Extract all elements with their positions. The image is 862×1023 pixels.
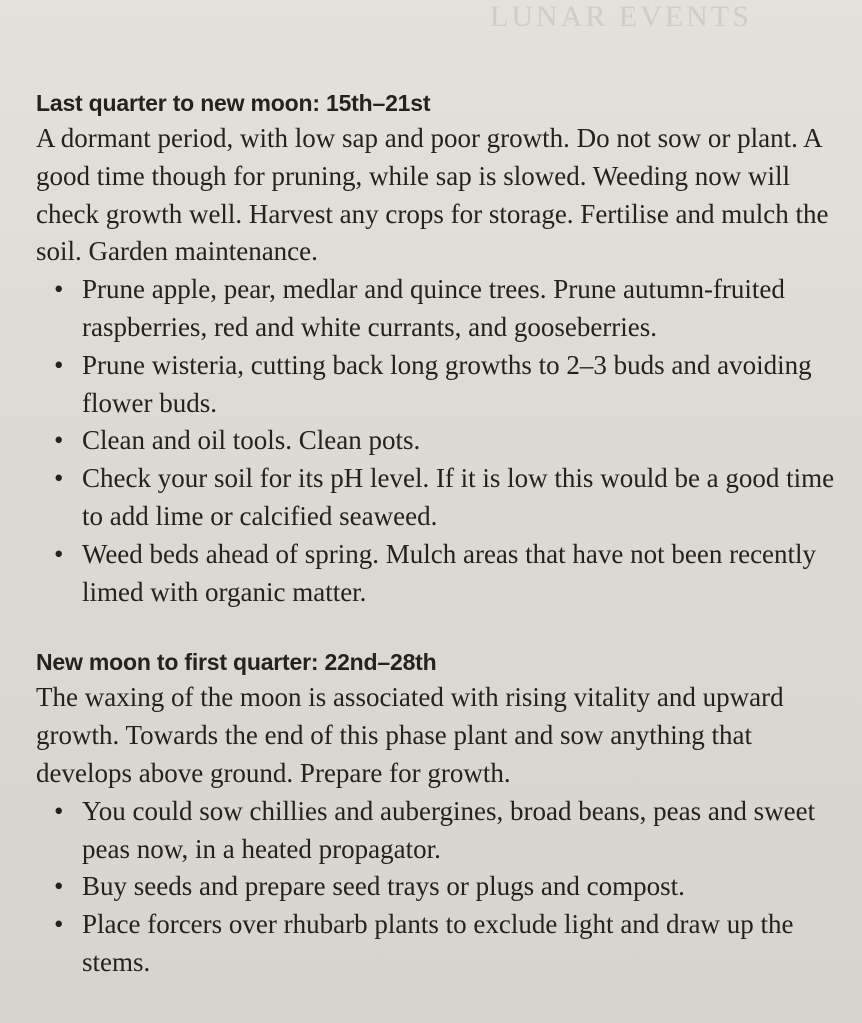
list-item <box>36 868 836 906</box>
list-item-text: Prune wisteria, cutting back long growths to 2–3 buds and avoiding flower buds. <box>82 349 812 418</box>
list-item-text: You could sow chillies and aubergines, broad beans, peas and sweet peas now, in a heated propagator. <box>82 795 816 864</box>
list-item <box>36 460 836 536</box>
bullet-icon: • <box>54 425 64 456</box>
list-item <box>36 793 836 869</box>
section-heading: New moon to first quarter: 22nd–28th <box>36 649 437 676</box>
section-heading: Last quarter to new moon: 15th–21st <box>36 90 431 116</box>
section-intro: The waxing of the moon is associated with rising vitality and upward growth. Towards the end of this phase plant and sow anything that develops above ground. Prepare for growth. <box>36 682 784 788</box>
section-intro: A dormant period, with low sap and poor growth. Do not sow or plant. A good time though for pruning, while sap is slowed. Weeding now will check growth well. Harvest any crops for storage. Fertilise and mulch the soil. Garden maintenance. <box>36 123 829 267</box>
section-last-quarter <box>36 86 836 611</box>
task-list <box>36 271 836 611</box>
bullet-icon: • <box>54 349 64 380</box>
bullet-icon: • <box>54 538 64 569</box>
list-item <box>36 271 836 347</box>
list-item-text: Buy seeds and prepare seed trays or plugs and compost. <box>82 871 685 902</box>
section-divider <box>36 611 836 645</box>
list-item-text: Clean and oil tools. Clean pots. <box>82 425 421 456</box>
bullet-icon: • <box>54 274 64 305</box>
book-page <box>36 86 836 982</box>
bullet-icon: • <box>54 871 64 902</box>
list-item-text: Weed beds ahead of spring. Mulch areas that have not been recently limed with organic matter. <box>82 538 817 607</box>
list-item <box>36 347 836 423</box>
list-item-text: Prune apple, pear, medlar and quince trees. Prune autumn-fruited raspberries, red and white currants, and gooseberries. <box>82 274 785 342</box>
bullet-icon: • <box>54 909 64 940</box>
task-list <box>36 793 836 982</box>
page-header-bleed: LUNAR EVENTS <box>490 0 752 33</box>
section-new-moon <box>36 645 836 981</box>
bullet-icon: • <box>54 795 64 826</box>
list-item <box>36 422 836 460</box>
list-item-text: Place forcers over rhubarb plants to exclude light and draw up the stems. <box>82 909 794 977</box>
list-item <box>36 536 836 612</box>
list-item <box>36 906 836 982</box>
list-item-text: Check your soil for its pH level. If it is low this would be a good time to add lime or calcified seaweed. <box>82 463 835 531</box>
bullet-icon: • <box>54 463 64 494</box>
